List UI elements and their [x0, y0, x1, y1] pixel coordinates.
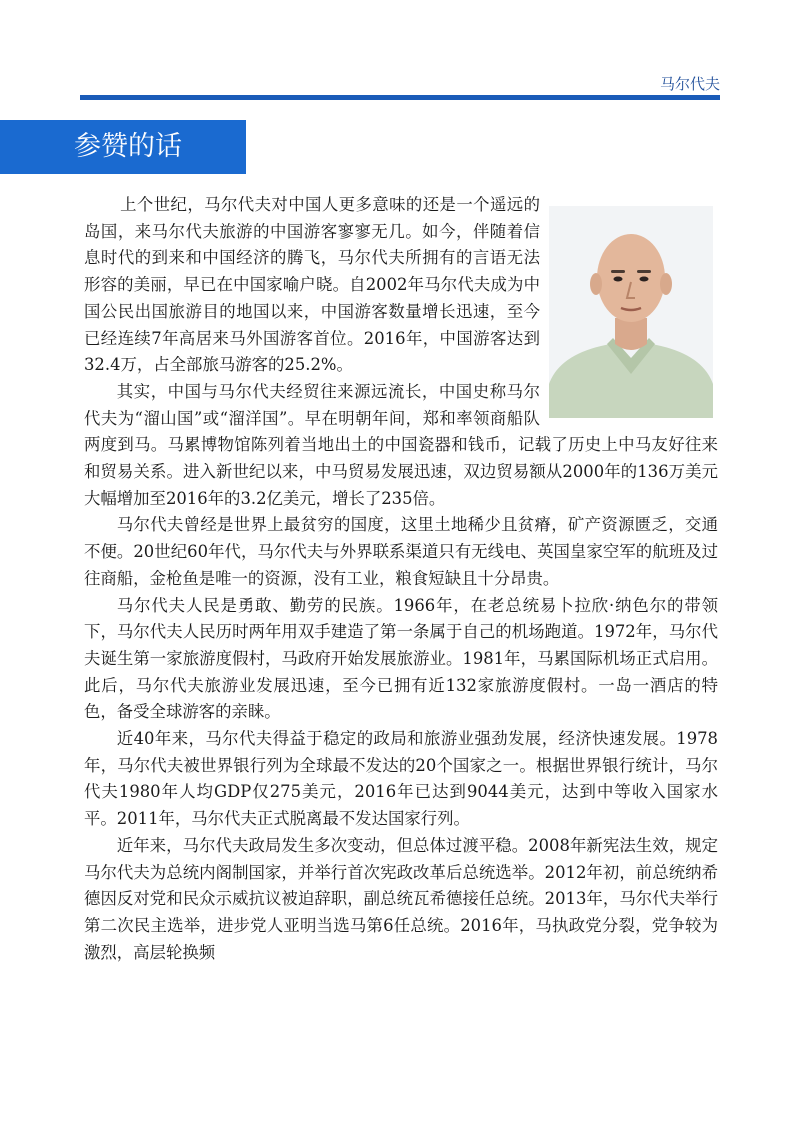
paragraph-3: 马尔代夫曾经是世界上最贫穷的国度，这里土地稀少且贫瘠，矿产资源匮乏，交通不便。20世纪60年代，马尔代夫与外界联系渠道只有无线电、英国皇家空军的航班及过往商船，金枪鱼是唯一的资源，没有工业，粮食短缺且十分昂贵。 [84, 515, 718, 588]
running-header-title: 马尔代夫 [659, 75, 720, 93]
article-body [84, 192, 718, 966]
paragraph-2: 其实，中国与马尔代夫经贸往来源远流长，中国史称马尔代夫为“溜山国”或“溜洋国”。早在明朝年间，郑和率领商船队两度到马。马累博物馆陈列着当地出土的中国瓷器和钱币，记载了历史上中马友好往来和贸易关系。进入新世纪以来，中马贸易发展迅速，双边贸易额从2000年的136万美元大幅增加至2016年的3.2亿美元，增长了235倍。 [84, 381, 718, 508]
paragraph-4: 马尔代夫人民是勇敢、勤劳的民族。1966年，在老总统易卜拉欣·纳色尔的带领下，马尔代夫人民历时两年用双手建造了第一条属于自己的机场跑道。1972年，马尔代夫诞生第一家旅游度假村，马政府开始发展旅游业。1981年，马累国际机场正式启用。此后，马尔代夫旅游业发展迅速，至今已拥有近132家旅游度假村。一岛一酒店的特色，备受全球游客的亲睐。 [84, 595, 718, 722]
paragraph-1: 上个世纪，马尔代夫对中国人更多意味的还是一个遥远的岛国，来马尔代夫旅游的中国游客寥寥无几。如今，伴随着信息时代的到来和中国经济的腾飞，马尔代夫所拥有的言语无法形容的美丽，早已在中国家喻户晓。自2002年马尔代夫成为中国公民出国旅游目的地国以来，中国游客数量增长迅速，至今已经连续7年高居来马外国游客首位。2016年，中国游客达到32.4万，占全部旅马游客的25.2%。 [84, 195, 540, 375]
portrait-spacer [540, 192, 718, 420]
paragraph-5: 近40年来，马尔代夫得益于稳定的政局和旅游业强劲发展，经济快速发展。1978年，马尔代夫被世界银行列为全球最不发达的20个国家之一。根据世界银行统计，马尔代夫1980年人均GDP仅275美元，2016年已达到9044美元，达到中等收入国家水平。2011年，马尔代夫正式脱离最不发达国家行列。 [84, 729, 718, 829]
paragraph-6: 近年来，马尔代夫政局发生多次变动，但总体过渡平稳。2008年新宪法生效，规定马尔代夫为总统内阁制国家，并举行首次宪政改革后总统选举。2012年初，前总统纳希德因反对党和民众示威抗议被迫辞职，副总统瓦希德接任总统。2013年，马尔代夫举行第二次民主选举，进步党人亚明当选马第6任总统。2016年，马执政党分裂，党争较为激烈，高层轮换频 [84, 835, 718, 962]
section-title: 参赞的话 [74, 131, 182, 162]
header-divider [80, 95, 720, 100]
section-title-banner [0, 120, 246, 174]
